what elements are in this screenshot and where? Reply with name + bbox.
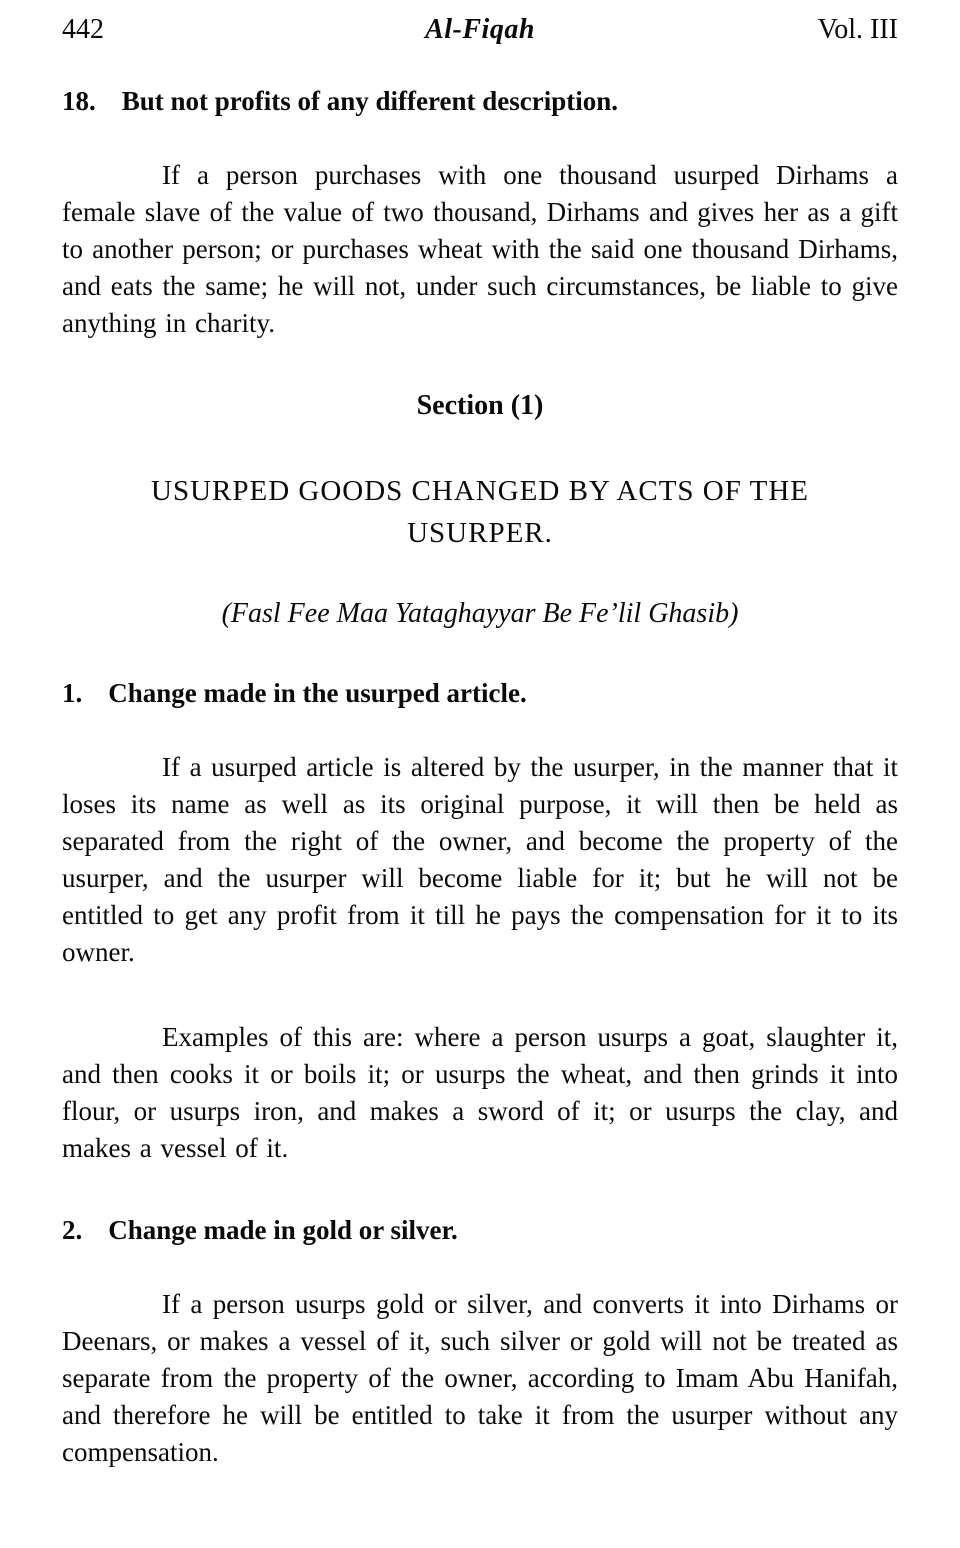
section-caps-heading: USURPED GOODS CHANGED BY ACTS OF THE USURPER. xyxy=(151,475,809,549)
paragraph-1b: Examples of this are: where a person usurps a goat, slaughter it, and then cooks it or boils it; or usurps the wheat, and then grinds it into flour, or usurps iron, and makes a sword of it; or usurps the clay, and makes a vessel of it. xyxy=(62,1022,898,1163)
book-title: Al-Fiqah xyxy=(425,14,535,45)
volume-label: Vol. III xyxy=(817,14,898,45)
page-number: 442 xyxy=(62,14,104,45)
paragraph-18: If a person purchases with one thousand usurped Dirhams a female slave of the value of two thousand, Dirhams and gives her as a gift to another person; or purchases wheat with the said one thousand Dirhams, and eats the same; he will not, under such circumstances, be liable to give anything in charity. xyxy=(62,160,898,338)
paragraph-1a: If a usurped article is altered by the usurper, in the manner that it loses its name as well as its original purpose, it will then be held as separated from the right of the owner, and become the property of the usurper, and the usurper will become liable for it; but he will not be entitled to get any profit from it till he pays the compensation for it to its owner. xyxy=(62,752,898,967)
section-transliteration: (Fasl Fee Maa Yataghayyar Be Fe’lil Ghasib) xyxy=(221,598,739,629)
section-title: Section (1) xyxy=(416,390,544,421)
heading-1 xyxy=(62,678,898,709)
heading-18-number: 18. xyxy=(62,86,96,116)
heading-18-text: But not profits of any different description. xyxy=(121,86,619,116)
heading-2 xyxy=(62,1215,898,1246)
heading-2-number: 2. xyxy=(62,1215,83,1245)
heading-18 xyxy=(62,86,898,117)
heading-1-number: 1. xyxy=(62,678,83,708)
running-header xyxy=(62,14,898,46)
heading-2-text: Change made in gold or silver. xyxy=(108,1215,458,1245)
paragraph-2: If a person usurps gold or silver, and converts it into Dirhams or Deenars, or makes a vessel of it, such silver or gold will not be treated as separate from the property of the owner, according to Imam Abu Hanifah, and therefore he will be entitled to take it from the usurper without any compensation. xyxy=(62,1289,898,1467)
heading-1-text: Change made in the usurped article. xyxy=(108,678,527,708)
